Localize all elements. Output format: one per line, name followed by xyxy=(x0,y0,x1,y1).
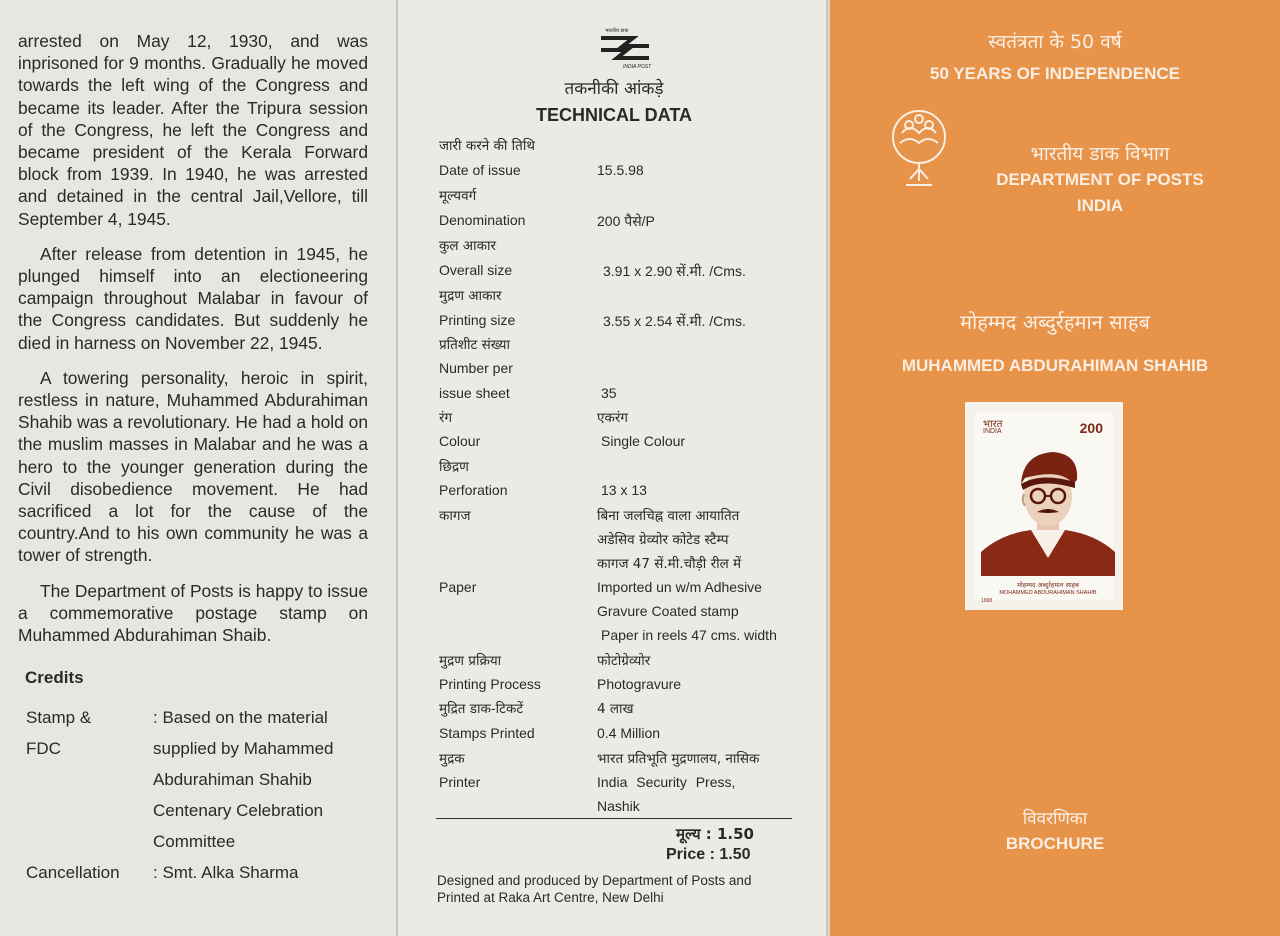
brochure-label-hindi: विवरणिका xyxy=(1022,809,1088,829)
value-hindi: भारत प्रतिभूति मुद्रणालय, नासिक xyxy=(597,751,760,767)
value-printer: India Security Press, xyxy=(597,774,736,790)
tree-emblem-icon xyxy=(882,107,956,189)
stamp-country: INDIA xyxy=(983,428,1002,435)
person-name-hindi: मोहम्मद अब्दुर्रहमान साहब xyxy=(960,310,1150,334)
portrait-image xyxy=(981,434,1115,576)
label-overall-size: Overall size xyxy=(439,262,513,278)
footer-credits xyxy=(437,872,751,906)
price: Price : 1.50 xyxy=(666,846,751,863)
postage-stamp xyxy=(965,402,1123,610)
department-country: INDIA xyxy=(1076,196,1124,215)
technical-data-title-hindi: तकनीकी आंकड़े xyxy=(564,79,664,99)
value-number-per-sheet: 35 xyxy=(601,385,617,401)
credit-value: Centenary Celebration xyxy=(153,801,324,821)
credit-value: supplied by Mahammed xyxy=(153,739,334,759)
brochure-label: BROCHURE xyxy=(1005,834,1105,853)
value-printing-process: Photogravure xyxy=(597,676,682,692)
credits-list xyxy=(18,702,368,888)
independence-title-hindi: स्वतंत्रता के 50 वर्ष xyxy=(988,31,1122,53)
value-hindi: फोटोग्रेव्योर xyxy=(597,653,651,669)
logo-english-text: INDIA POST xyxy=(623,64,652,70)
label-hindi: रंग xyxy=(439,410,453,426)
stamp-country-hindi: भारत xyxy=(983,419,1003,430)
credit-label: FDC xyxy=(26,739,61,759)
credits-heading: Credits xyxy=(25,668,84,688)
stamp-name: MOHAMMED ABDURAHIMAN SHAHIB xyxy=(999,590,1097,596)
footer-line: Printed at Raka Art Centre, New Delhi xyxy=(437,890,664,905)
value-printer-city: Nashik xyxy=(597,798,640,814)
stamp-year: 1998 xyxy=(981,598,993,604)
label-stamps-printed: Stamps Printed xyxy=(439,725,535,741)
department-name: DEPARTMENT OF POSTS xyxy=(996,170,1204,189)
value-hindi: अडेसिव ग्रेव्योर कोटेड स्टैम्प xyxy=(597,532,729,548)
label-hindi: मूल्यवर्ग xyxy=(439,188,477,204)
paragraph-2: After release from detention in 1945, he plunged himself into an electioneering campaign throughout Malabar in favour of the Congress candidates. But suddenly he died in harness on November 22, 1945. xyxy=(18,243,368,353)
logo-hindi-text: भारतीय डाक xyxy=(605,28,629,34)
paragraph-1: arrested on May 12, 1930, and was inprisoned for 9 months. Gradually he moved towards the left wing of the Congress and became its leader. After the Tripura session of the Congress, he left the Congress and became president of the Kerala Forward block from 1939. In 1940, he was arrested and detained in the central Jail,Vellore, till September 4, 1945. xyxy=(18,31,368,229)
value-denomination: 200 पैसे/P xyxy=(597,213,655,229)
department-name-hindi: भारतीय डाक विभाग xyxy=(1030,143,1170,165)
label-date-of-issue: Date of issue xyxy=(439,162,521,178)
label-hindi: मुद्रण आकार xyxy=(439,288,502,304)
credit-row xyxy=(18,795,368,826)
value-hindi: कागज 47 सें.मी.चौड़ी रील में xyxy=(597,556,742,572)
value-stamps-printed: 0.4 Million xyxy=(597,725,661,741)
label-perforation: Perforation xyxy=(439,482,508,498)
middle-panel xyxy=(396,0,828,936)
label-printing-process: Printing Process xyxy=(439,676,541,692)
label-hindi: मुद्रण प्रक्रिया xyxy=(439,653,502,669)
stamp-face xyxy=(975,412,1113,604)
stamp-value: 200 xyxy=(1079,420,1103,436)
value-date-of-issue: 15.5.98 xyxy=(597,162,644,178)
paragraph-3: A towering personality, heroic in spirit, restless in nature, Muhammed Abdurahiman Shahib was a revolutionary. He had a hold on the muslim masses in Malabar and he was a hero to the younger generation during the Civil disobedience movement. He had sacrificed a lot for the cause of the country.And to his own community he was a tower of strength. xyxy=(18,367,368,566)
value-perforation: 13 x 13 xyxy=(601,482,647,498)
value-colour: Single Colour xyxy=(601,433,686,449)
independence-title: 50 YEARS OF INDEPENDENCE xyxy=(929,64,1181,83)
label-hindi: कागज xyxy=(439,508,471,524)
label-hindi: प्रतिशीट संख्या xyxy=(439,337,510,353)
right-panel-cover xyxy=(830,0,1280,936)
credit-label: Cancellation xyxy=(26,863,120,883)
credit-value: : Smt. Alka Sharma xyxy=(153,863,299,883)
value-hindi: 4 लाख xyxy=(597,701,634,717)
value-hindi: एकरंग xyxy=(597,410,628,426)
person-name: MUHAMMED ABDURAHIMAN SHAHIB xyxy=(901,356,1209,375)
value-overall-size: 3.91 x 2.90 सें.मी. /Cms. xyxy=(603,263,746,279)
technical-data-title: TECHNICAL DATA xyxy=(536,105,692,125)
divider xyxy=(436,818,792,819)
credit-row xyxy=(18,733,368,764)
label-hindi: जारी करने की तिथि xyxy=(439,138,535,154)
label-paper: Paper xyxy=(439,579,477,595)
label-printer: Printer xyxy=(439,774,481,790)
label-denomination: Denomination xyxy=(439,212,526,228)
value-printing-size: 3.55 x 2.54 सें.मी. /Cms. xyxy=(603,313,746,329)
label-hindi: कुल आकार xyxy=(439,238,496,254)
stamp-name-hindi: मोहम्मद अब्दुर्रहमान साहब xyxy=(1017,581,1079,589)
paragraph-4: The Department of Posts is happy to issue a commemorative postage stamp on Muhammed Abdurahiman Shaib. xyxy=(18,580,368,646)
india-post-logo-icon xyxy=(593,24,663,70)
label-hindi: मुद्रक xyxy=(439,751,465,767)
credit-row xyxy=(18,857,368,888)
credit-row xyxy=(18,764,368,795)
credit-value: Committee xyxy=(153,832,236,852)
value-paper: Gravure Coated stamp xyxy=(597,603,739,619)
label-number-per: Number per xyxy=(439,360,513,376)
credit-value: : Based on the material xyxy=(153,708,328,728)
credit-value: Abdurahiman Shahib xyxy=(153,770,312,790)
label-hindi: छिद्रण xyxy=(439,459,469,475)
footer-line: Designed and produced by Department of Posts and xyxy=(437,873,752,888)
left-panel xyxy=(0,0,396,936)
label-hindi: मुद्रित डाक-टिकटें xyxy=(439,701,524,717)
credit-label: Stamp & xyxy=(26,708,92,728)
label-colour: Colour xyxy=(439,433,481,449)
credit-row xyxy=(18,826,368,857)
value-paper: Paper in reels 47 cms. width xyxy=(601,627,777,643)
label-issue-sheet: issue sheet xyxy=(439,385,510,401)
price-hindi: मूल्य : 1.50 xyxy=(676,825,754,843)
credit-row xyxy=(18,702,368,733)
value-paper: Imported un w/m Adhesive xyxy=(597,579,762,595)
label-printing-size: Printing size xyxy=(439,312,516,328)
value-hindi: बिना जलचिह्न वाला आयातित xyxy=(597,508,740,524)
